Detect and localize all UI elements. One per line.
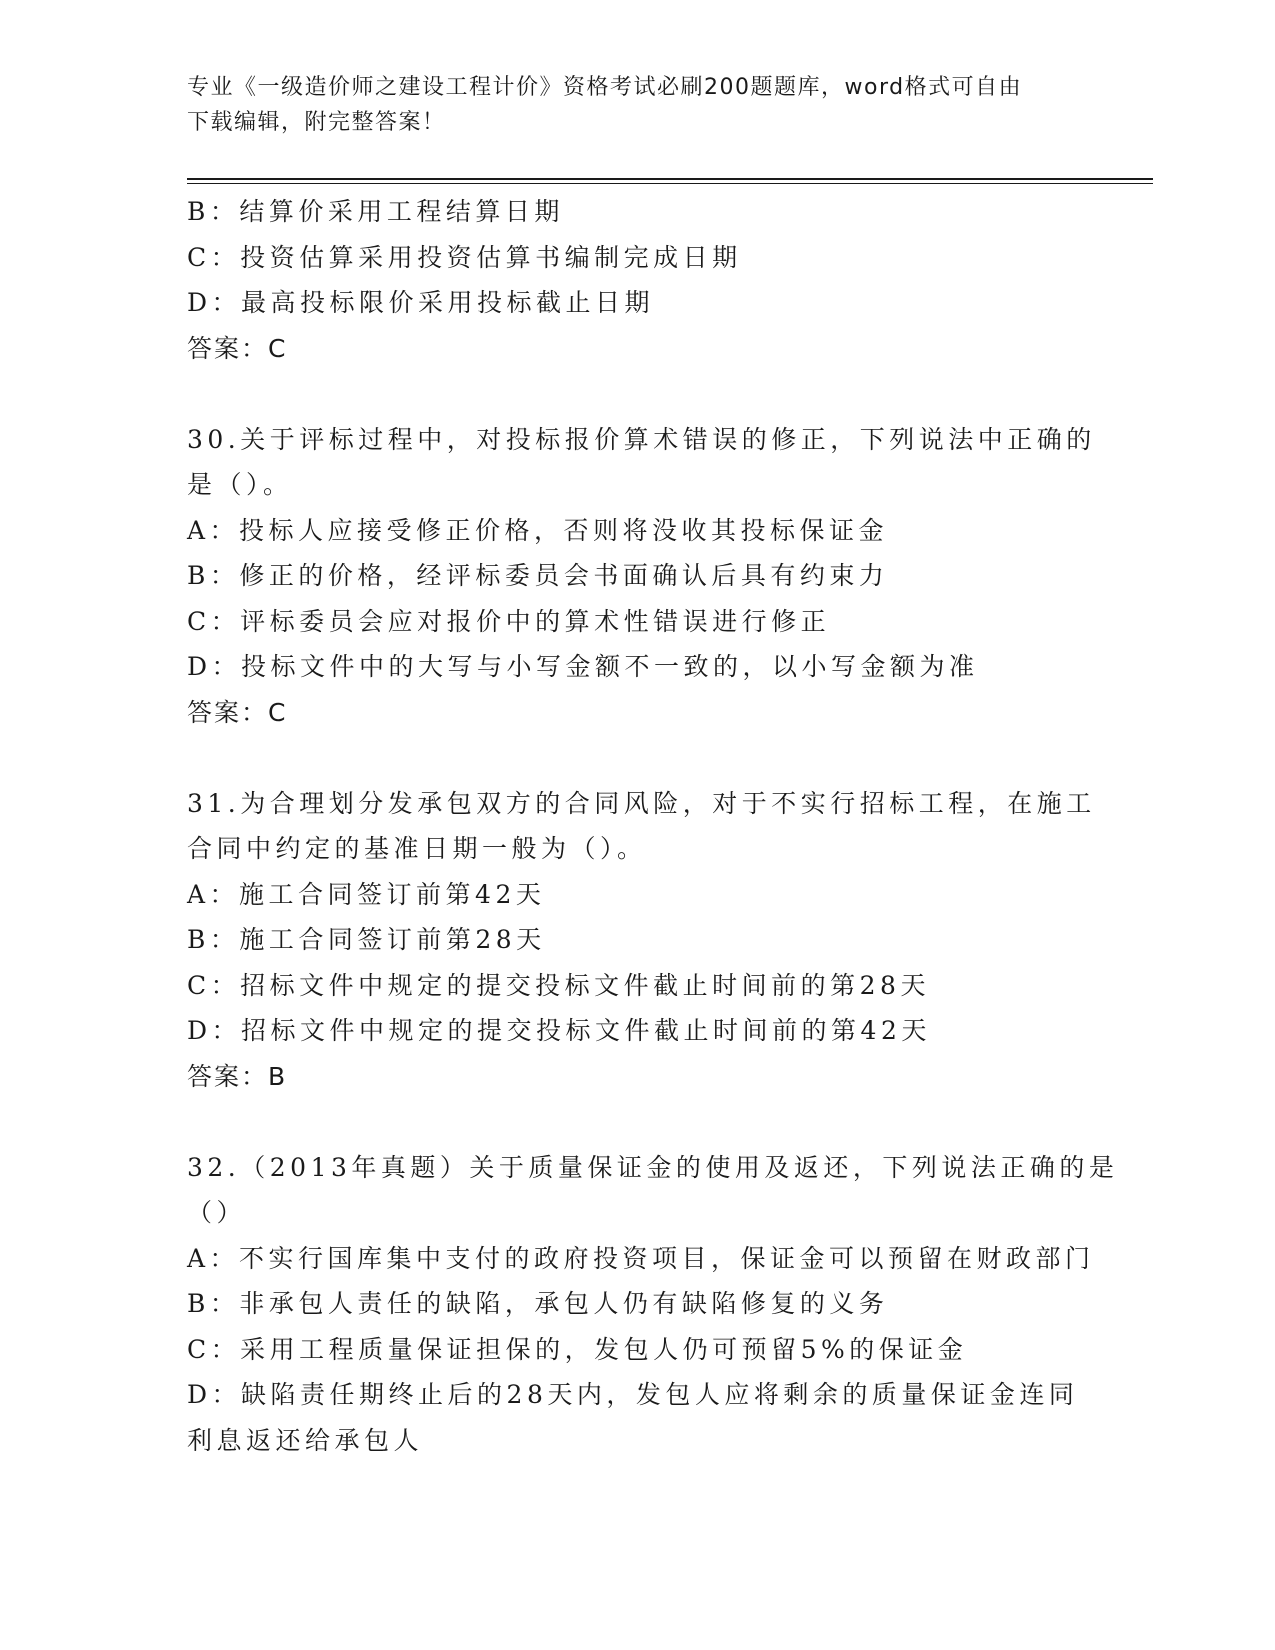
option-c: C：招标文件中规定的提交投标文件截止时间前的第28天 <box>187 970 930 1000</box>
header-rule-thin <box>187 183 1153 184</box>
question-block <box>187 781 1096 1100</box>
question-text: （） <box>187 1198 247 1227</box>
option-d: D：缺陷责任期终止后的28天内，发包人应将剩余的质量保证金连同 <box>187 1380 1079 1409</box>
header-line-2: 下载编辑，附完整答案！ <box>187 110 446 135</box>
option-b: B：施工合同签订前第28天 <box>187 925 546 954</box>
question-text: 31.为合理划分发承包双方的合同风险，对于不实行招标工程，在施工 <box>187 788 1096 818</box>
question-text: 30.关于评标过程中，对投标报价算术错误的修正，下列说法中正确的 <box>187 424 1096 454</box>
option-c: C：评标委员会应对报价中的算术性错误进行修正 <box>187 606 831 636</box>
option-a: A：不实行国库集中支付的政府投资项目，保证金可以预留在财政部门 <box>187 1243 1095 1273</box>
option-d: D：招标文件中规定的提交投标文件截止时间前的第42天 <box>187 1016 931 1045</box>
option-d-continued: 利息返还给承包人 <box>187 1425 424 1455</box>
answer-line: 答案：B <box>187 1061 288 1091</box>
answer-line: 答案：C <box>187 333 288 363</box>
header-line-1: 专业《一级造价师之建设工程计价》资格考试必刷200题题库，word格式可自由 <box>187 75 1023 100</box>
question-block <box>187 189 1087 371</box>
block-spacer <box>187 1099 1087 1145</box>
option-a: A：施工合同签订前第42天 <box>187 879 546 909</box>
option-b: B：结算价采用工程结算日期 <box>187 197 564 226</box>
question-content <box>187 189 1119 1463</box>
question-block <box>187 1145 1119 1464</box>
block-spacer <box>187 735 1087 781</box>
option-c: C：采用工程质量保证担保的，发包人仍可预留5%的保证金 <box>187 1334 968 1364</box>
option-b: B：非承包人责任的缺陷，承包人仍有缺陷修复的义务 <box>187 1289 889 1318</box>
question-text: 合同中约定的基准日期一般为（）。 <box>187 834 647 863</box>
document-header <box>187 70 1067 140</box>
answer-line: 答案：C <box>187 697 288 727</box>
option-c: C：投资估算采用投资估算书编制完成日期 <box>187 242 742 272</box>
block-spacer <box>187 371 1087 417</box>
option-d: D：最高投标限价采用投标截止日期 <box>187 288 655 317</box>
option-a: A：投标人应接受修正价格，否则将没收其投标保证金 <box>187 515 889 545</box>
question-text: 是（）。 <box>187 470 293 499</box>
option-b: B：修正的价格，经评标委员会书面确认后具有约束力 <box>187 561 889 590</box>
header-rule-thick <box>187 178 1153 180</box>
option-d: D：投标文件中的大写与小写金额不一致的，以小写金额为准 <box>187 652 979 681</box>
question-block <box>187 417 1096 736</box>
question-text: 32.（2013年真题）关于质量保证金的使用及返还，下列说法正确的是 <box>187 1152 1119 1182</box>
